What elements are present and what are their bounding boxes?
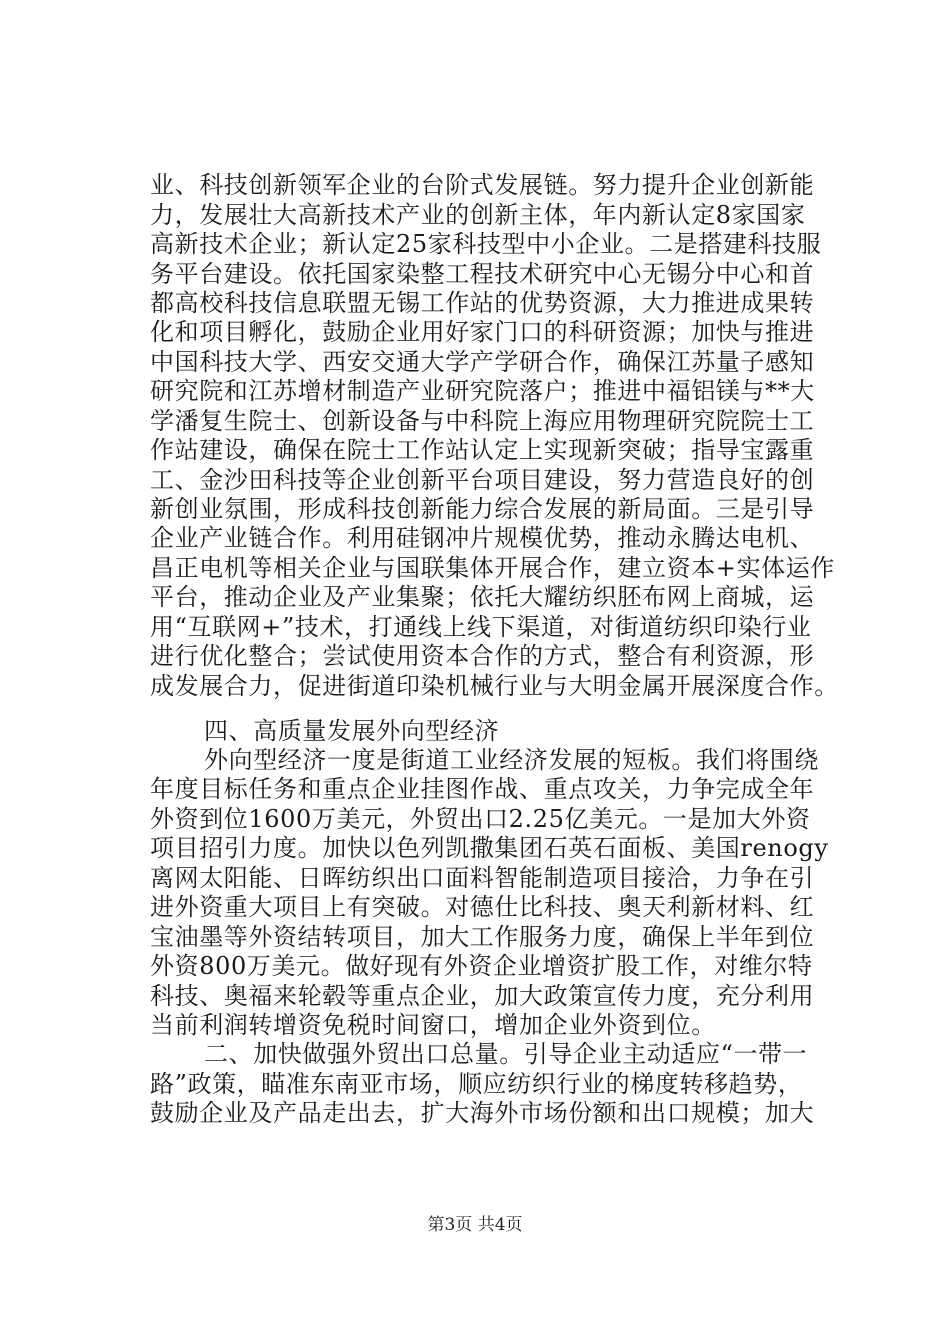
text-line: 企业产业链合作。利用硅钢冲片规模优势，推动永腾达电机、 [150,524,815,552]
text-line: 高新技术企业；新认定25家科技型中小企业。二是搭建科技服 [150,230,822,258]
text-line: 务平台建设。依托国家染整工程技术研究中心无锡分中心和首 [150,260,815,288]
text-line: 外向型经济一度是街道工业经济发展的短板。我们将围绕 [204,746,819,774]
text-line: 用“互联网+”技术，打通线上线下渠道，对街道纺织印染行业 [150,613,812,641]
text-line: 新创业氛围，形成科技创新能力综合发展的新局面。三是引导 [150,495,815,523]
text-line: 力，发展壮大高新技术产业的创新主体，年内新认定8家国家 [150,201,806,229]
text-line: 外资800万美元。做好现有外资企业增资扩股工作，对维尔特 [150,952,813,980]
text-line: 路”政策，瞄准东南亚市场，顺应纺织行业的梯度转移趋势， [150,1070,803,1098]
text-line: 进行优化整合；尝试使用资本合作的方式，整合有利资源，形 [150,642,815,670]
text-line: 科技、奥福来轮毂等重点企业，加大政策宣传力度，充分利用 [150,982,815,1010]
text-line: 昌正电机等相关企业与国联集体开展合作，建立资本+实体运作 [150,554,835,582]
section-heading: 四、高质量发展外向型经济 [204,717,500,745]
text-line: 外资到位1600万美元，外贸出口2.25亿美元。一是加大外资 [150,805,811,833]
text-line: 当前利润转增资免税时间窗口，增加企业外资到位。 [150,1011,716,1039]
text-line: 项目招引力度。加快以色列凯撒集团石英石面板、美国renogy [150,834,829,862]
text-line: 离网太阳能、日晖纺织出口面料智能制造项目接洽，力争在引 [150,864,815,892]
text-line: 年度目标任务和重点企业挂图作战、重点攻关，力争完成全年 [150,775,815,803]
text-line: 二、加快做强外贸出口总量。引导企业主动适应“一带一 [204,1040,808,1068]
text-line: 进外资重大项目上有突破。对德仕比科技、奥天利新材料、红 [150,893,815,921]
text-line: 研究院和江苏增材制造产业研究院落户；推进中福铝镁与**大 [150,377,815,405]
text-line: 成发展合力，促进街道印染机械行业与大明金属开展深度合作。 [150,672,839,700]
page-number: 第3页 共4页 [427,1215,523,1235]
text-line: 鼓励企业及产品走出去，扩大海外市场份额和出口规模；加大 [150,1099,815,1127]
text-line: 学潘复生院士、创新设备与中科院上海应用物理研究院院士工 [150,407,815,435]
text-line: 中国科技大学、西安交通大学产学研合作，确保江苏量子感知 [150,348,815,376]
text-line: 作站建设，确保在院士工作站认定上实现新突破；指导宝露重 [150,436,815,464]
text-line: 业、科技创新领军企业的台阶式发展链。努力提升企业创新能 [150,171,815,199]
text-line: 工、金沙田科技等企业创新平台项目建设，努力营造良好的创 [150,466,815,494]
text-line: 宝油墨等外资结转项目，加大工作服务力度，确保上半年到位 [150,923,815,951]
text-line: 化和项目孵化，鼓励企业用好家门口的科研资源；加快与推进 [150,318,815,346]
text-line: 都高校科技信息联盟无锡工作站的优势资源，大力推进成果转 [150,289,815,317]
text-line: 平台，推动企业及产业集聚；依托大耀纺织胚布网上商城，运 [150,583,815,611]
